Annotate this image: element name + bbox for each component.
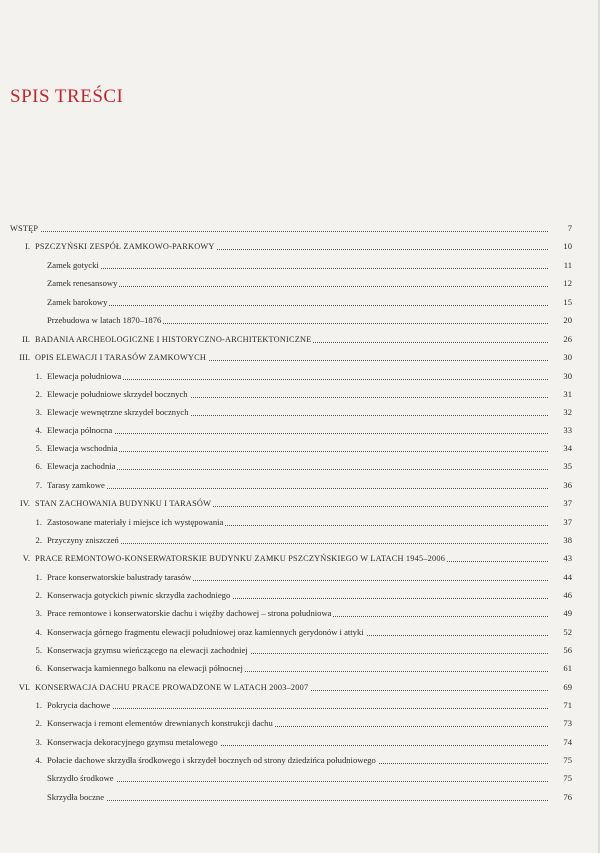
toc-entry[interactable] [0, 737, 600, 748]
toc-entry-page: 26 [548, 334, 572, 345]
toc-entry-label: Tarasy zamkowe [47, 480, 105, 490]
toc-entry[interactable] [0, 627, 600, 638]
toc-entry[interactable] [0, 297, 600, 308]
toc-entry-number: 5. [35, 443, 42, 453]
dot-leader [47, 286, 572, 287]
toc-entry[interactable] [0, 700, 600, 711]
dot-leader [47, 433, 572, 434]
toc-entry-page: 49 [548, 608, 572, 619]
toc-entry-label: Konserwacja dekoracyjnego gzymsu metalowego [47, 737, 218, 747]
toc-entry-page: 15 [548, 297, 572, 308]
toc-entry-label: Skrzydło środkowe [47, 773, 114, 783]
toc-entry[interactable] [0, 407, 600, 418]
toc-entry-page: 32 [548, 407, 572, 418]
toc-entry-number: 4. [35, 425, 42, 435]
toc-entry[interactable] [0, 553, 600, 564]
toc-entry-label: Przebudowa w latach 1870–1876 [47, 315, 162, 325]
toc-entry[interactable] [0, 443, 600, 454]
toc-entry-label: Przyczyny zniszczeń [47, 535, 119, 545]
toc-entry-label: Konserwacja gzymsu wieńczącego na elewacji zachodniej [47, 645, 248, 655]
toc-entry-number: IV. [19, 498, 30, 508]
dot-leader [47, 379, 572, 380]
toc-entry-label: Elewacje południowe skrzydeł bocznych [47, 389, 188, 399]
toc-entry-page: 71 [548, 700, 572, 711]
toc-entry-label: Skrzydła boczne [47, 792, 105, 802]
toc-entry-page: 75 [548, 773, 572, 784]
toc-entry[interactable] [0, 352, 600, 363]
toc-entry-page: 37 [548, 498, 572, 509]
toc-entry-number: 3. [35, 737, 42, 747]
toc-entry-page: 52 [548, 627, 572, 638]
toc-entry-label: Konserwacja kamiennego balkonu na elewacji północnej [47, 663, 243, 673]
toc-entry-number: V. [22, 553, 30, 563]
toc-entry-label: BADANIA ARCHEOLOGICZNE I HISTORYCZNO-ARCHITEKTONICZNE [35, 335, 312, 344]
toc-entry[interactable] [0, 498, 600, 509]
toc-entry-label: Elewacja zachodnia [47, 461, 116, 471]
toc-entry-label: Elewacja wschodnia [47, 443, 118, 453]
toc-entry-page: 38 [548, 535, 572, 546]
toc-entry[interactable] [0, 334, 600, 345]
toc-entry-page: 31 [548, 389, 572, 400]
toc-entry-page: 37 [548, 517, 572, 528]
toc-entry[interactable] [0, 590, 600, 601]
toc-entry-number: II. [22, 334, 30, 344]
toc-entry-label: Prace konserwatorskie balustrady tarasów [47, 572, 192, 582]
toc-entry[interactable] [0, 480, 600, 491]
toc-entry-page: 34 [548, 443, 572, 454]
toc-entry-page: 44 [548, 572, 572, 583]
toc-entry-page: 36 [548, 480, 572, 491]
toc-entry-page: 10 [548, 241, 572, 252]
toc-entry-page: 33 [548, 425, 572, 436]
toc-entry-page: 30 [548, 371, 572, 382]
toc-entry-label: Zastosowane materiały i miejsce ich występowania [47, 517, 224, 527]
toc-entry-number: 1. [35, 572, 42, 582]
toc-entry-label: STAN ZACHOWANIA BUDYNKU I TARASÓW [35, 499, 212, 508]
toc-entry-label: Pokrycia dachowe [47, 700, 111, 710]
dot-leader [47, 708, 572, 709]
toc-entry-label: Konserwacja gotyckich piwnic skrzydła zachodniego [47, 590, 231, 600]
dot-leader [47, 543, 572, 544]
toc-entry-label: WSTĘP [10, 224, 39, 233]
toc-entry-number: 3. [35, 407, 42, 417]
toc-entry-number: 7. [35, 480, 42, 490]
dot-leader [47, 305, 572, 306]
dot-leader [47, 488, 572, 489]
toc-entry-page: 73 [548, 718, 572, 729]
toc-entry-number: 6. [35, 461, 42, 471]
toc-entry-label: Elewacja północna [47, 425, 113, 435]
toc-entry-label: PRACE REMONTOWO-KONSERWATORSKIE BUDYNKU ZAMKU PSZCZYŃSKIEGO W LATACH 1945–2006 [35, 554, 446, 563]
toc-entry[interactable] [0, 371, 600, 382]
toc-entry[interactable] [0, 755, 600, 766]
toc-entry-page: 74 [548, 737, 572, 748]
toc-entry[interactable] [0, 663, 600, 674]
toc-entry[interactable] [0, 461, 600, 472]
dot-leader [47, 781, 572, 782]
toc-entry[interactable] [0, 223, 600, 234]
toc-entry-number: VI. [18, 682, 30, 692]
toc-entry[interactable] [0, 241, 600, 252]
toc-entry-number: 1. [35, 517, 42, 527]
toc-entry[interactable] [0, 572, 600, 583]
toc-entry-number: 2. [35, 590, 42, 600]
toc-entry-label: KONSERWACJA DACHU PRACE PROWADZONE W LATACH 2003–2007 [35, 683, 309, 692]
dot-leader [47, 800, 572, 801]
toc-entry-label: Zamek barokowy [47, 297, 108, 307]
toc-entry-number: 3. [35, 608, 42, 618]
toc-entry[interactable] [0, 535, 600, 546]
toc-entry-label: Elewacja południowa [47, 371, 122, 381]
toc-entry-label: Prace remontowe i konserwatorskie dachu i więźby dachowej – strona południowa [47, 608, 332, 618]
toc-entry[interactable] [0, 260, 600, 271]
toc-entry[interactable] [0, 608, 600, 619]
toc-entry-number: 2. [35, 718, 42, 728]
toc-entry-page: 69 [548, 682, 572, 693]
toc-entry-page: 75 [548, 755, 572, 766]
toc-entry[interactable] [0, 315, 600, 326]
toc-entry-label: Elewacje wewnętrzne skrzydeł bocznych [47, 407, 189, 417]
toc-entry-page: 61 [548, 663, 572, 674]
dot-leader [47, 268, 572, 269]
toc-entry-number: I. [24, 241, 30, 251]
toc-entry-label: PSZCZYŃSKI ZESPÓŁ ZAMKOWO-PARKOWY [35, 242, 215, 251]
dot-leader [47, 451, 572, 452]
toc-entry-label: OPIS ELEWACJI I TARASÓW ZAMKOWYCH [35, 353, 207, 362]
toc-entry[interactable] [0, 773, 600, 784]
toc-entry[interactable] [0, 389, 600, 400]
toc-entry-label: Konserwacja górnego fragmentu elewacji południowej oraz kamiennych gerydonów i attyki [47, 627, 364, 637]
toc-entry-number: 4. [35, 755, 42, 765]
toc-entry-page: 20 [548, 315, 572, 326]
toc-entry-page: 30 [548, 352, 572, 363]
toc-entry[interactable] [0, 718, 600, 729]
toc-entry[interactable] [0, 278, 600, 289]
toc-entry-number: 1. [35, 700, 42, 710]
toc-entry[interactable] [0, 645, 600, 656]
toc-entry-number: 2. [35, 535, 42, 545]
toc-entry-number: 6. [35, 663, 42, 673]
toc-entry-page: 12 [548, 278, 572, 289]
toc-entry-page: 46 [548, 590, 572, 601]
toc-entry-number: 2. [35, 389, 42, 399]
toc-entry-label: Zamek gotycki [47, 260, 99, 270]
toc-entry[interactable] [0, 792, 600, 803]
toc-entry[interactable] [0, 425, 600, 436]
dot-leader [47, 469, 572, 470]
toc-entry-number: 4. [35, 627, 42, 637]
toc-entry-number: III. [19, 352, 30, 362]
toc-entry-page: 43 [548, 553, 572, 564]
toc-entry-label: Zamek renesansowy [47, 278, 118, 288]
toc-entry-page: 76 [548, 792, 572, 803]
toc-entry[interactable] [0, 517, 600, 528]
toc-entry-page: 11 [548, 260, 572, 271]
dot-leader [10, 231, 572, 232]
toc-entry[interactable] [0, 682, 600, 693]
toc-entry-page: 56 [548, 645, 572, 656]
page-title: SPIS TREŚCI [10, 86, 124, 107]
toc-entry-label: Konserwacja i remont elementów drewnianych konstrukcji dachu [47, 718, 273, 728]
toc-entry-page: 35 [548, 461, 572, 472]
toc-entry-number: 1. [35, 371, 42, 381]
toc-entry-page: 7 [548, 223, 572, 234]
toc-entry-label: Połacie dachowe skrzydła środkowego i skrzydeł bocznych od strony dziedzińca południowego [47, 755, 376, 765]
toc-entry-number: 5. [35, 645, 42, 655]
